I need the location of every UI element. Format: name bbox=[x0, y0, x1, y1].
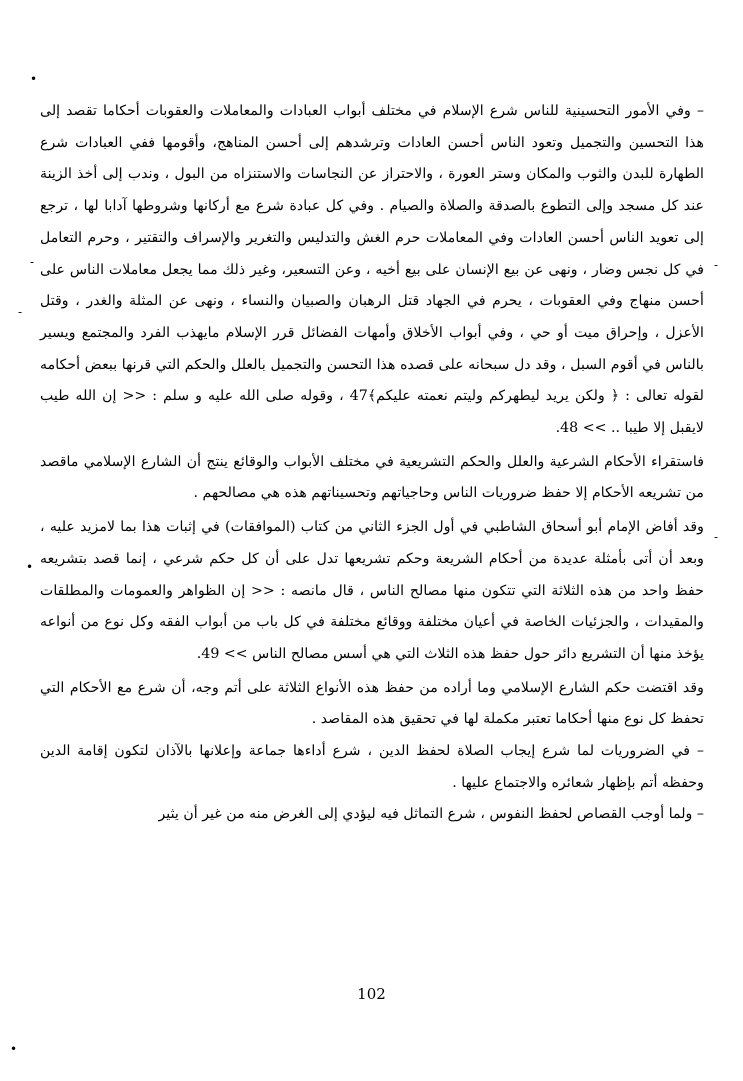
margin-dot: • bbox=[26, 560, 34, 574]
paragraph: فاستقراء الأحكام الشرعية والعلل والحكم التشريعية في مختلف الأبواب والوقائع ينتج أن الشارع الإسلامي ماقصد من تشريعه الأحكام إلا حفظ ضروريات الناس وحاجياتهم وتحسيناتهم هذه هي مصالحهم . bbox=[40, 453, 704, 502]
margin-dot: - bbox=[30, 255, 35, 269]
paragraph: وقد اقتضت حكم الشارع الإسلامي وما أراده من حفظ هذه الأنواع الثلاثة على أتم وجه، أن شرع مع الأحكام التي تحفظ كل نوع منها أحكاما تعتبر مكملة لها في تحقيق هذه المقاصد . bbox=[40, 679, 704, 728]
paragraph: وقد أفاض الإمام أبو أسحاق الشاطبي في أول الجزء الثاني من كتاب (الموافقات) في إثبات هذا بما لامزيد عليه ، وبعد أن أتى بأمثلة عديدة من أحكام الشريعة وحكم تشريعها تدل على أن كل حكم شرعي ، إنما قصد بتشريعه حفظ واحد من هذه الثلاثة التي تتكون منها مصالح الناس ، قال مانصه : << إن الظواهر والعمومات والمطلقات والمقيدات ، والجزئيات الخاصة في أعيان مختلفة ووقائع مختلفة في كل باب من أبواب الفقه وكل نوع من أنواعه يؤخذ منها أن التشريع دائر حول حفظ هذه الثلاث التي هي أسس مصالح الناس >> 49. bbox=[40, 519, 704, 662]
margin-dot: - bbox=[714, 530, 719, 544]
paragraph: – ولما أوجب القصاص لحفظ النفوس ، شرع التماثل فيه ليؤدي إلى الغرض منه من غير أن يثير bbox=[158, 806, 704, 823]
paragraph: – في الضروريات لما شرع إيجاب الصلاة لحفظ الدين ، شرع أداءها جماعة وإعلانها بالآذان لتكون إقامة الدين وحفظه أتم بإظهار شعائره والاجتماع عليها . bbox=[40, 743, 704, 791]
page-number: 102 bbox=[357, 985, 386, 1003]
paragraph: – وفي الأمور التحسينية للناس شرع الإسلام في مختلف أبواب العبادات والمعاملات والعقوبات أحكاما تقصد إلى هذا التحسين والتجميل وتعود الناس أحسن العادات وترشدهم إلى أحسن المناهج، وأقومها ففي العبادات شرع الطهارة للبدن والثوب والمكان وستر العورة ، والاحتراز عن النجاسات والاستنزاه من البول ، وندب إلى أخذ الزينة عند كل مسجد وإلى التطوع بالصدقة والصلاة والصيام . وفي كل عبادة شرع مع أركانها وشروطها آدابا لها ، ترجع إلى تعويد الناس أحسن العادات وفي المعاملات حرم الغش والتدليس والتغرير والإسراف والتقتير ، وحرم التعامل في كل نجس وضار ، ونهى عن بيع الإنسان على بيع أخيه ، وعن التسعير، وغير ذلك مما يجعل معاملات الناس على أحسن منهاج وفي العقوبات ، يحرم في الجهاد قتل الرهبان والصبيان والنساء ، ونهى عن المثلة والغدر ، وقتل الأعزل ، وإحراق ميت أو حي ، وفي أبواب الأخلاق وأمهات الفضائل قرر الإسلام مايهذب الفرد والمجتمع ويسير بالناس في أقوم السبل ، وقد دل سبحانه على قصده هذا التحسن والتجميل بالعلل والحكم التي قرنها ببعض أحكامه لقوله تعالى : ﴿ ولكن يريد ليطهركم وليتم نعمته عليكم﴾47 ، وقوله صلى الله عليه و سلم : << إن الله طيب لايقبل إلا طيبا .. >> 48. bbox=[40, 103, 705, 437]
margin-dot: - bbox=[714, 258, 719, 272]
margin-dot: • bbox=[10, 1042, 18, 1056]
margin-dot: • bbox=[30, 72, 38, 86]
document-body bbox=[40, 96, 704, 831]
margin-dot: - bbox=[18, 305, 23, 319]
